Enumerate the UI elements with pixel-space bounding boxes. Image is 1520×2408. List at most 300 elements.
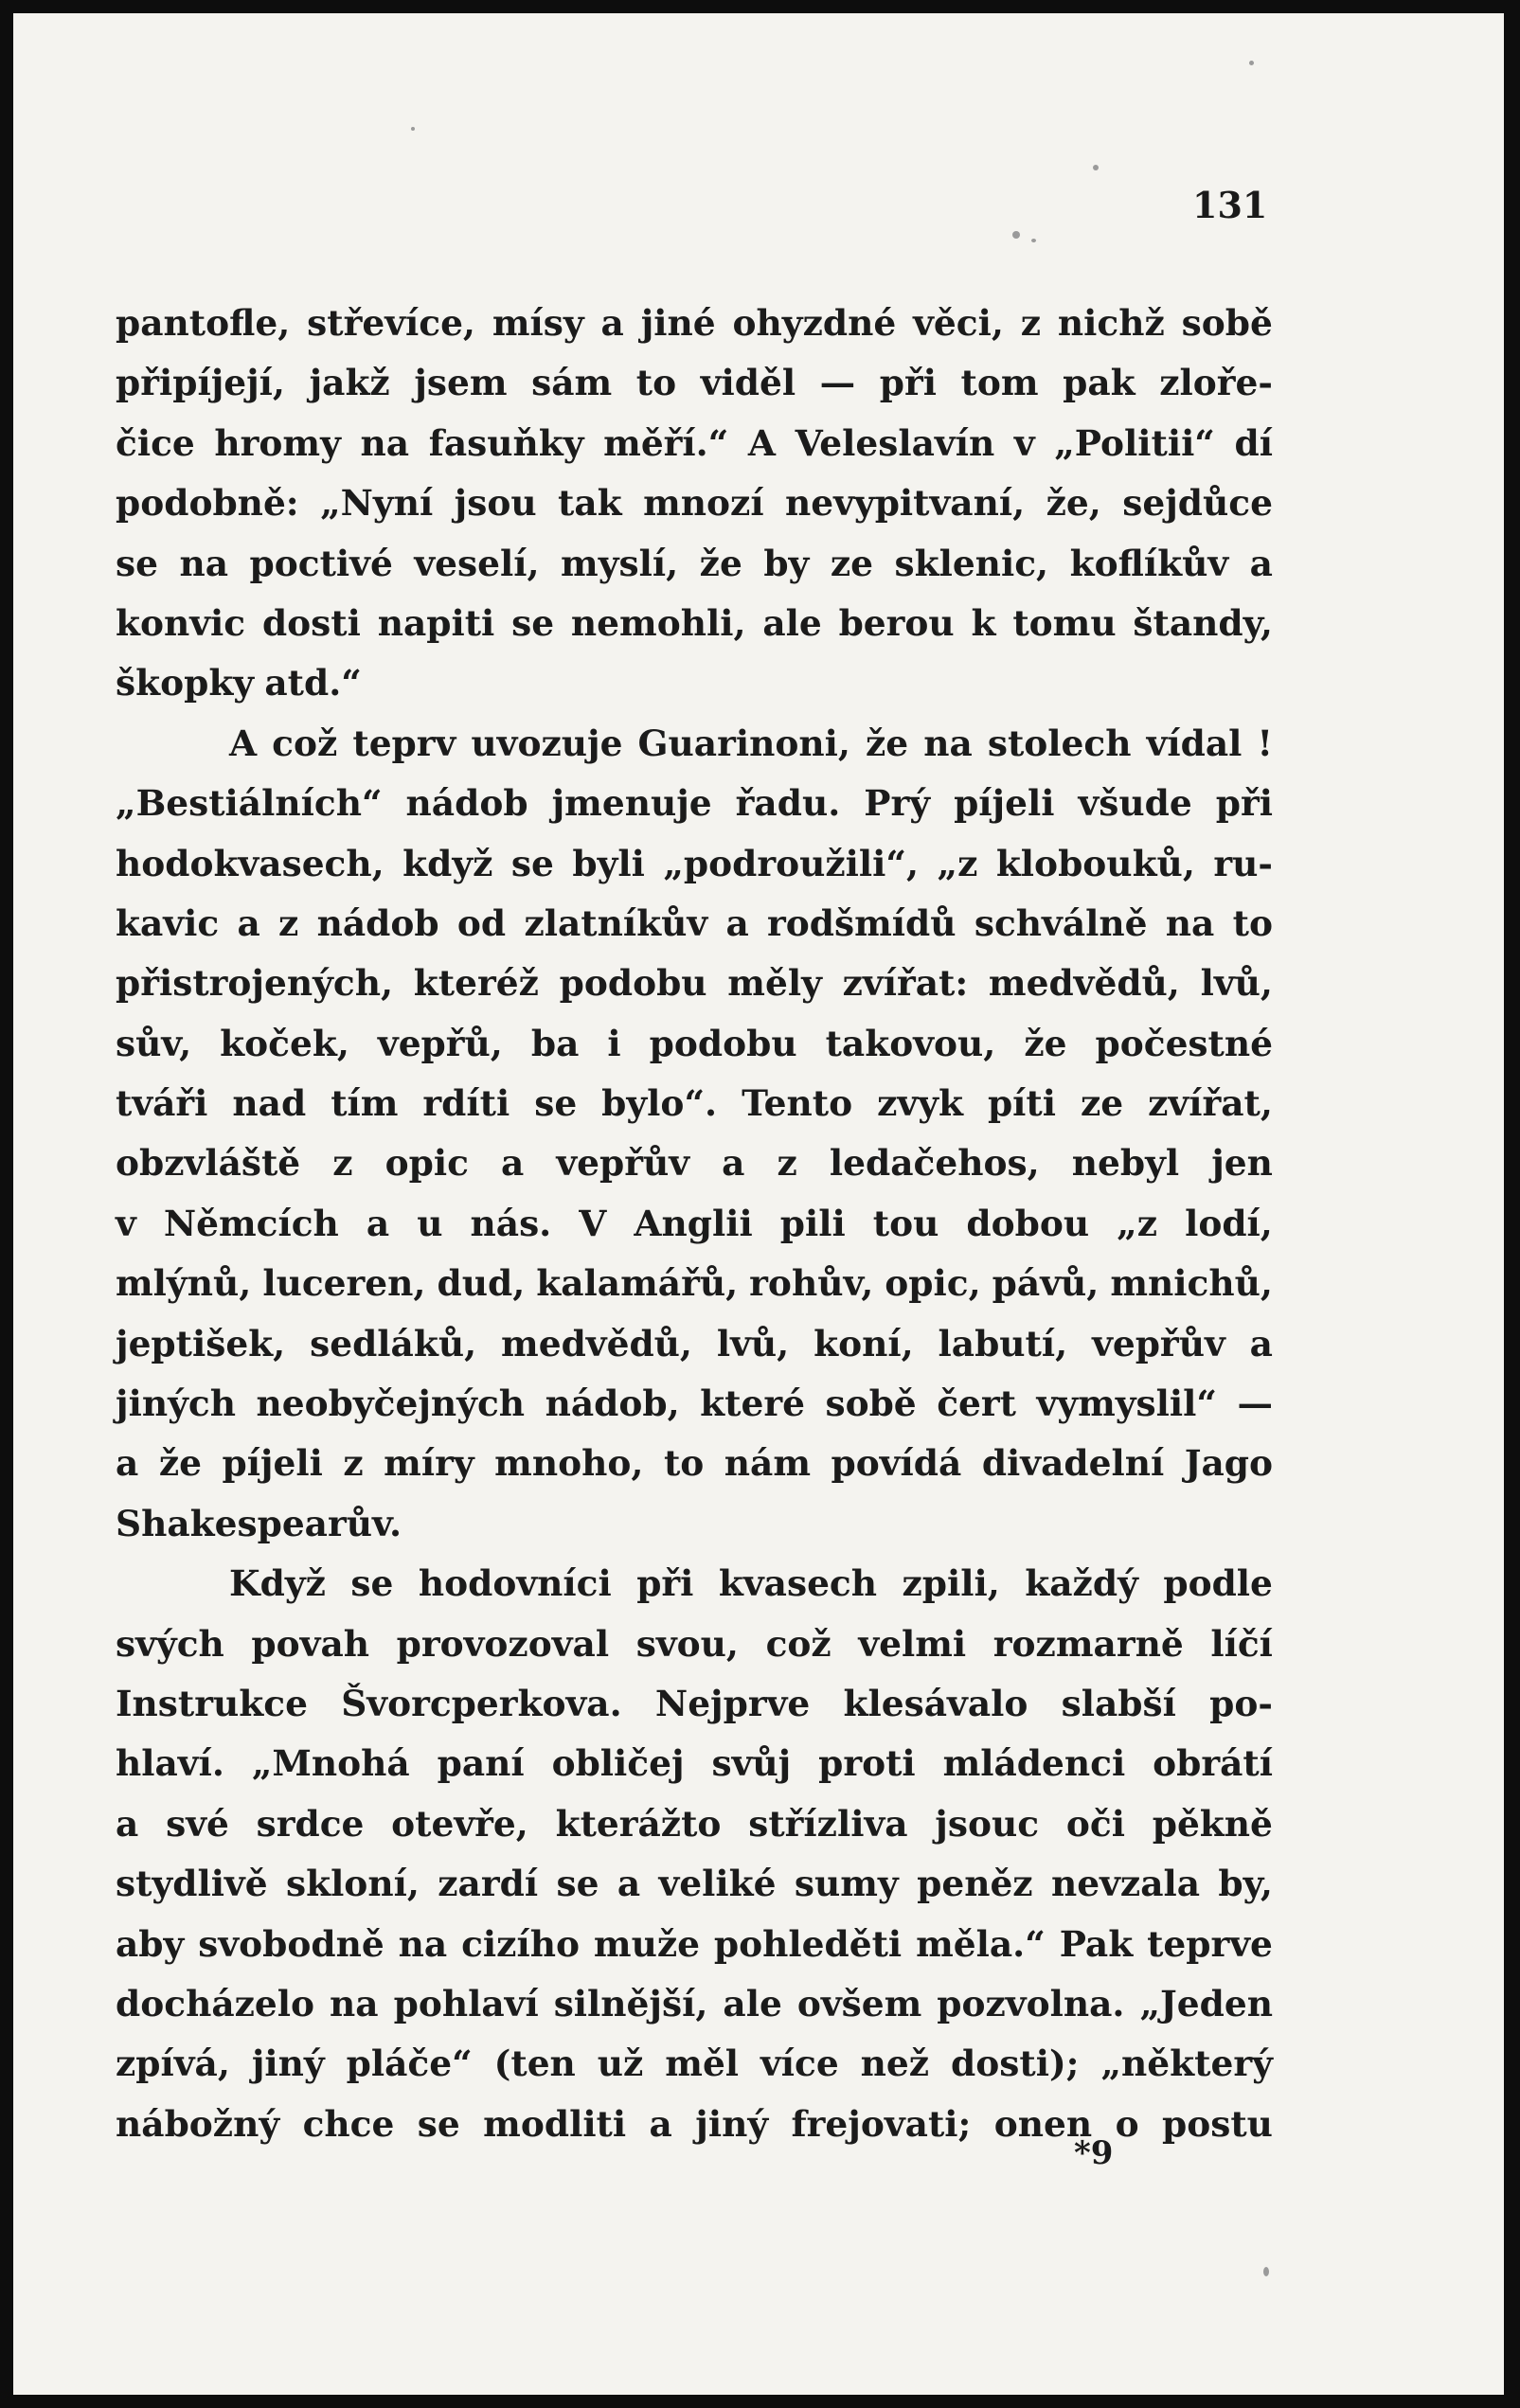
word: oči bbox=[1065, 1802, 1125, 1845]
word: pláče“ bbox=[346, 2042, 473, 2085]
word: z bbox=[278, 901, 299, 944]
word: ovšem bbox=[796, 1982, 922, 2025]
word: z bbox=[332, 1142, 353, 1185]
word: i bbox=[607, 1022, 621, 1064]
word: jakž bbox=[309, 362, 390, 404]
word: ohyzdné bbox=[732, 302, 897, 344]
word: labutí, bbox=[938, 1322, 1068, 1365]
word: divadelní bbox=[981, 1442, 1165, 1485]
word: „Mnohá bbox=[251, 1742, 410, 1785]
word: jeptišek, bbox=[116, 1322, 286, 1365]
word: svobodně bbox=[198, 1922, 384, 1965]
word: to bbox=[1232, 901, 1273, 944]
word: jiný bbox=[251, 2042, 325, 2085]
word: píjeli bbox=[222, 1442, 323, 1485]
text-line bbox=[116, 1554, 1273, 1614]
word: sobě bbox=[1181, 302, 1273, 344]
word: na bbox=[179, 542, 229, 584]
word: více bbox=[760, 2042, 839, 2085]
word: připíjejí, bbox=[116, 362, 285, 404]
word: nebyl bbox=[1071, 1142, 1180, 1185]
word: nevzala bbox=[1050, 1863, 1201, 1905]
word: rohův, bbox=[749, 1262, 874, 1305]
word: jsou bbox=[454, 482, 537, 525]
text-line bbox=[116, 353, 1273, 413]
word: dosti bbox=[261, 601, 361, 644]
word: tou bbox=[872, 1202, 939, 1244]
word: v bbox=[116, 1202, 136, 1244]
word: viděl bbox=[700, 362, 796, 404]
word: skloní, bbox=[285, 1863, 420, 1905]
word: Pak bbox=[1059, 1922, 1134, 1965]
word: své bbox=[166, 1802, 229, 1845]
word: kteréž bbox=[413, 962, 539, 1005]
word: čert bbox=[937, 1382, 1016, 1425]
word: z bbox=[1020, 302, 1042, 344]
word: „Jeden bbox=[1139, 1982, 1273, 2025]
word: což bbox=[765, 1622, 832, 1665]
word: — bbox=[819, 362, 856, 404]
word: koček, bbox=[220, 1022, 349, 1064]
text-line bbox=[116, 473, 1273, 533]
word: kalamářů, bbox=[536, 1262, 739, 1305]
word: tomu bbox=[1012, 601, 1117, 644]
word: Anglii bbox=[634, 1202, 753, 1244]
word: Když bbox=[229, 1562, 326, 1605]
word: ! bbox=[1257, 722, 1273, 764]
word: sedláků, bbox=[310, 1322, 477, 1365]
word: a bbox=[1249, 542, 1273, 584]
word: nichž bbox=[1057, 302, 1165, 344]
word: provozoval bbox=[396, 1622, 610, 1665]
text-line bbox=[116, 2034, 1273, 2094]
word: v bbox=[1013, 421, 1035, 464]
word: líčí bbox=[1210, 1622, 1273, 1665]
word: se bbox=[417, 2102, 460, 2145]
word: „Bestiálních“ bbox=[116, 782, 383, 825]
word: povah bbox=[251, 1622, 370, 1665]
word: rodšmídů bbox=[767, 901, 957, 944]
text-line bbox=[116, 1194, 1273, 1254]
word: ru- bbox=[1213, 842, 1273, 884]
word: řadu. bbox=[735, 782, 841, 825]
word: střízliva bbox=[748, 1802, 908, 1845]
word: jen bbox=[1211, 1142, 1273, 1185]
word: a bbox=[237, 901, 260, 944]
word: proti bbox=[818, 1742, 916, 1785]
word: opic bbox=[384, 1142, 469, 1185]
text-line bbox=[116, 714, 1273, 774]
word: štandy, bbox=[1133, 601, 1273, 644]
word: které bbox=[700, 1382, 805, 1425]
word: píjeli bbox=[954, 782, 1055, 825]
word: nás. bbox=[470, 1202, 552, 1244]
word: zlatníkův bbox=[524, 901, 708, 944]
word: vymyslil“ bbox=[1036, 1382, 1217, 1425]
word: jsouc bbox=[935, 1802, 1040, 1845]
word: a bbox=[617, 1863, 641, 1905]
word: sův, bbox=[116, 1022, 192, 1064]
dust-speck bbox=[411, 127, 415, 131]
word: kterážto bbox=[555, 1802, 722, 1845]
word: stydlivě bbox=[116, 1863, 268, 1905]
word: pozvolna. bbox=[937, 1982, 1125, 2025]
word: a bbox=[501, 1142, 525, 1185]
word: svou, bbox=[635, 1622, 739, 1665]
word: tím bbox=[331, 1082, 399, 1125]
word: mnichů, bbox=[1110, 1262, 1273, 1305]
word: silnější, bbox=[553, 1982, 708, 2025]
word: (ten bbox=[493, 2042, 576, 2085]
text-line bbox=[116, 1674, 1273, 1734]
word: zpili, bbox=[902, 1562, 1000, 1605]
word: zlořе- bbox=[1159, 362, 1273, 404]
book-page bbox=[13, 13, 1504, 2395]
word: a bbox=[116, 1802, 139, 1845]
word: se bbox=[556, 1863, 599, 1905]
word: „podroužili“, bbox=[663, 842, 920, 884]
word: „některý bbox=[1100, 2042, 1273, 2085]
word: V bbox=[579, 1202, 607, 1244]
word: jsem bbox=[414, 362, 508, 404]
text-line bbox=[116, 653, 1273, 713]
word: svůj bbox=[711, 1742, 792, 1785]
word: na bbox=[1165, 901, 1215, 944]
word: a bbox=[649, 2102, 672, 2145]
word: podobu bbox=[559, 962, 707, 1005]
word: poctivé bbox=[249, 542, 393, 584]
word: teprv bbox=[352, 722, 456, 764]
text-line bbox=[116, 294, 1273, 353]
word: sumy bbox=[794, 1863, 899, 1905]
word: z bbox=[343, 1442, 364, 1485]
word: a bbox=[116, 1442, 139, 1485]
word: a bbox=[1249, 1322, 1273, 1365]
word: by, bbox=[1218, 1863, 1273, 1905]
word: sám bbox=[531, 362, 613, 404]
word: pantofle, bbox=[116, 302, 291, 344]
word: Švorcperkova. bbox=[341, 1682, 622, 1724]
word: se bbox=[510, 842, 554, 884]
word: koní, bbox=[814, 1322, 914, 1365]
word: měla.“ bbox=[916, 1922, 1046, 1965]
word: sejdůce bbox=[1122, 482, 1273, 525]
word: svých bbox=[116, 1622, 224, 1665]
word: zardí bbox=[438, 1863, 539, 1905]
word: to bbox=[663, 1442, 705, 1485]
word: medvědů, bbox=[501, 1322, 692, 1365]
word: nádob bbox=[405, 782, 528, 825]
word: a bbox=[725, 901, 749, 944]
word: vepřů, bbox=[377, 1022, 503, 1064]
word: neobyčejných bbox=[256, 1382, 526, 1425]
word: — bbox=[1237, 1382, 1273, 1425]
word: paní bbox=[437, 1742, 525, 1785]
word: fasuňky bbox=[428, 421, 584, 464]
page-number: 131 bbox=[1192, 184, 1268, 226]
word: koflíkův bbox=[1069, 542, 1229, 584]
word: a bbox=[600, 302, 624, 344]
word: než bbox=[860, 2042, 930, 2085]
dust-speck bbox=[1093, 165, 1099, 170]
word: kvasech bbox=[718, 1562, 878, 1605]
word: mládenci bbox=[942, 1742, 1126, 1785]
word: podobně: bbox=[116, 482, 299, 525]
word: vídal bbox=[1146, 722, 1243, 764]
text-line bbox=[116, 1314, 1273, 1374]
word: klesávalo bbox=[843, 1682, 1028, 1724]
word: čice bbox=[116, 421, 195, 464]
word: stolech bbox=[987, 722, 1132, 764]
word: dud, bbox=[437, 1262, 526, 1305]
word: atd.“ bbox=[264, 662, 362, 705]
word: chce bbox=[302, 2102, 395, 2145]
word: zvyk bbox=[877, 1082, 963, 1125]
word: obzvláště bbox=[116, 1142, 301, 1185]
dust-speck bbox=[1031, 239, 1036, 242]
word: mnozí bbox=[643, 482, 764, 525]
word: Instrukce bbox=[116, 1682, 308, 1724]
word: ze bbox=[830, 542, 873, 584]
word: ale bbox=[723, 1982, 782, 2025]
word: nevypitvaní, bbox=[785, 482, 1026, 525]
word: přistrojených, bbox=[116, 962, 394, 1005]
word: obrátí bbox=[1153, 1742, 1273, 1785]
word: pak bbox=[1063, 362, 1136, 404]
word: klobouků, bbox=[995, 842, 1195, 884]
word: tak bbox=[558, 482, 622, 525]
word: schválně bbox=[974, 901, 1148, 944]
word: konvic bbox=[116, 601, 246, 644]
word: vepřův bbox=[556, 1142, 690, 1185]
word: všude bbox=[1078, 782, 1192, 825]
word: pohlaví bbox=[393, 1982, 539, 2025]
word: pěkně bbox=[1152, 1802, 1273, 1845]
word: na bbox=[923, 722, 973, 764]
word: po- bbox=[1209, 1682, 1273, 1724]
word: se bbox=[534, 1082, 578, 1125]
text-line bbox=[116, 1734, 1273, 1793]
text-line bbox=[116, 1915, 1273, 1974]
word: Shakespearův. bbox=[116, 1502, 402, 1544]
word: jiných bbox=[116, 1382, 236, 1425]
text-line bbox=[116, 894, 1273, 954]
text-line bbox=[116, 1133, 1273, 1193]
word: na bbox=[398, 1922, 448, 1965]
word: „Nyní bbox=[320, 482, 434, 525]
word: zvířat, bbox=[1148, 1082, 1273, 1125]
word: a bbox=[366, 1202, 390, 1244]
word: zvířat: bbox=[842, 962, 969, 1005]
text-line bbox=[116, 954, 1273, 1013]
word: Guarinoni, bbox=[637, 722, 850, 764]
word: při bbox=[636, 1562, 694, 1605]
text-line bbox=[116, 594, 1273, 653]
text-line bbox=[116, 1974, 1273, 2034]
word: myslí, bbox=[561, 542, 679, 584]
word: každý bbox=[1025, 1562, 1138, 1605]
word: Němcích bbox=[163, 1202, 339, 1244]
text-line bbox=[116, 414, 1273, 473]
body-text bbox=[116, 294, 1273, 2154]
word: A bbox=[229, 722, 258, 764]
word: luceren, bbox=[262, 1262, 426, 1305]
word: ze bbox=[1080, 1082, 1124, 1125]
word: dosti); bbox=[951, 2042, 1080, 2085]
word: míry bbox=[384, 1442, 474, 1485]
word: opic, bbox=[885, 1262, 981, 1305]
word: ledačehos, bbox=[829, 1142, 1040, 1185]
word: uvozuje bbox=[471, 722, 623, 764]
word: povídá bbox=[831, 1442, 962, 1485]
signature-mark: *9 bbox=[1074, 2134, 1114, 2172]
word: cizího bbox=[461, 1922, 580, 1965]
word: jiný bbox=[695, 2102, 769, 2145]
word: veliké bbox=[658, 1863, 777, 1905]
word: nádob bbox=[316, 901, 439, 944]
word: už bbox=[597, 2042, 644, 2085]
word: nemohli, bbox=[570, 601, 746, 644]
word: hromy bbox=[214, 421, 341, 464]
word: sobě bbox=[825, 1382, 917, 1425]
word: byli bbox=[572, 842, 645, 884]
word: se bbox=[511, 601, 555, 644]
word: takovou, bbox=[825, 1022, 996, 1064]
text-line bbox=[116, 1614, 1273, 1674]
word: píti bbox=[987, 1082, 1056, 1125]
word: nádob, bbox=[545, 1382, 680, 1425]
word: onen bbox=[993, 2102, 1093, 2145]
word: lodí, bbox=[1185, 1202, 1273, 1244]
word: z bbox=[777, 1142, 797, 1185]
text-line bbox=[116, 1014, 1273, 1074]
text-line bbox=[116, 1434, 1273, 1493]
word: „Politii“ bbox=[1054, 421, 1215, 464]
word: mnoho, bbox=[494, 1442, 644, 1485]
word: měly bbox=[727, 962, 822, 1005]
word: docházelo bbox=[116, 1982, 315, 2025]
word: frejovati; bbox=[791, 2102, 972, 2145]
word: teprve bbox=[1147, 1922, 1273, 1965]
text-line bbox=[116, 1254, 1273, 1313]
word: to bbox=[635, 362, 677, 404]
word: když bbox=[402, 842, 493, 884]
word: bylo“. bbox=[601, 1082, 718, 1125]
word: vepřův bbox=[1092, 1322, 1225, 1365]
word: nám bbox=[724, 1442, 812, 1485]
text-line bbox=[116, 1494, 1273, 1554]
word: postu bbox=[1162, 2102, 1273, 2145]
word: věci, bbox=[913, 302, 1004, 344]
word: slabší bbox=[1061, 1682, 1176, 1724]
word: nábožný bbox=[116, 2102, 280, 2145]
text-line bbox=[116, 1794, 1273, 1854]
word: srdce bbox=[256, 1802, 365, 1845]
word: medvědů, bbox=[988, 962, 1180, 1005]
word: tom bbox=[960, 362, 1039, 404]
text-line bbox=[116, 834, 1273, 894]
word: muže bbox=[593, 1922, 701, 1965]
word: o bbox=[1115, 2102, 1139, 2145]
word: měří.“ bbox=[603, 421, 729, 464]
word: modliti bbox=[483, 2102, 627, 2145]
word: což bbox=[272, 722, 338, 764]
word: Prý bbox=[864, 782, 931, 825]
word: obličej bbox=[551, 1742, 685, 1785]
word: k bbox=[971, 601, 996, 644]
word: počestné bbox=[1095, 1022, 1273, 1064]
word: že, bbox=[1046, 482, 1101, 525]
word: sklenic, bbox=[894, 542, 1049, 584]
word: mlýnů, bbox=[116, 1262, 252, 1305]
word: Jago bbox=[1184, 1442, 1273, 1485]
word: že bbox=[1024, 1022, 1067, 1064]
word: měl bbox=[665, 2042, 740, 2085]
word: napiti bbox=[377, 601, 495, 644]
word: že bbox=[158, 1442, 202, 1485]
word: „z bbox=[1117, 1202, 1158, 1244]
word: kavic bbox=[116, 901, 220, 944]
dust-speck bbox=[1263, 2267, 1269, 2276]
word: a bbox=[722, 1142, 745, 1185]
word: zpívá, bbox=[116, 2042, 230, 2085]
word: podle bbox=[1163, 1562, 1273, 1605]
word: peněz bbox=[917, 1863, 1033, 1905]
word: dí bbox=[1234, 421, 1273, 464]
word: dobou bbox=[966, 1202, 1090, 1244]
word: že bbox=[866, 722, 909, 764]
word: Tento bbox=[742, 1082, 853, 1125]
word: u bbox=[417, 1202, 443, 1244]
word: mísy bbox=[492, 302, 584, 344]
word: tváři bbox=[116, 1082, 208, 1125]
word: rozmarně bbox=[992, 1622, 1184, 1665]
word: „z bbox=[937, 842, 978, 884]
word: podobu bbox=[649, 1022, 797, 1064]
word: veselí, bbox=[414, 542, 540, 584]
word: by bbox=[763, 542, 810, 584]
word: rdíti bbox=[422, 1082, 510, 1125]
word: lvů, bbox=[1200, 962, 1273, 1005]
word: střevíce, bbox=[307, 302, 475, 344]
word: se bbox=[350, 1562, 394, 1605]
word: velmi bbox=[858, 1622, 967, 1665]
word: Nejprve bbox=[654, 1682, 811, 1724]
dust-speck bbox=[1012, 231, 1020, 239]
word: se bbox=[116, 542, 158, 584]
word: jmenuje bbox=[551, 782, 712, 825]
word: hodokvasech, bbox=[116, 842, 384, 884]
word: nad bbox=[232, 1082, 307, 1125]
word: pohleděti bbox=[713, 1922, 903, 1965]
word: Veleslavín bbox=[795, 421, 995, 464]
word: ba bbox=[530, 1022, 580, 1064]
word: hlaví. bbox=[116, 1742, 224, 1785]
text-line bbox=[116, 1374, 1273, 1434]
word: na bbox=[330, 1982, 379, 2025]
word: lvů, bbox=[716, 1322, 790, 1365]
word: berou bbox=[838, 601, 955, 644]
word: že bbox=[699, 542, 742, 584]
word: od bbox=[456, 901, 507, 944]
word: jiné bbox=[640, 302, 716, 344]
word: A bbox=[747, 421, 777, 464]
word: ale bbox=[762, 601, 822, 644]
word: aby bbox=[116, 1922, 185, 1965]
text-line bbox=[116, 774, 1273, 833]
word: na bbox=[360, 421, 410, 464]
text-line bbox=[116, 534, 1273, 594]
